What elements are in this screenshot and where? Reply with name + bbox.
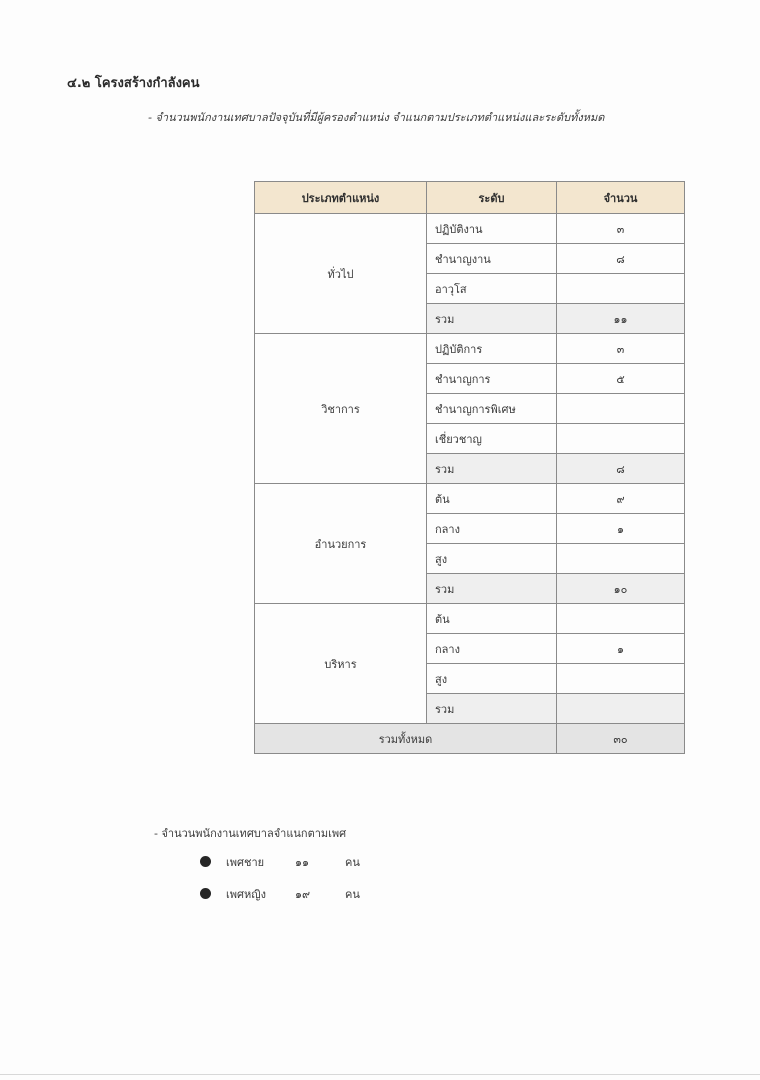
header-level: ระดับ <box>427 182 557 214</box>
level-cell: สูง <box>427 544 557 574</box>
level-cell: กลาง <box>427 514 557 544</box>
bullet-icon <box>200 856 211 867</box>
category-cell: บริหาร <box>255 604 427 724</box>
header-position-type: ประเภทตำแหน่ง <box>255 182 427 214</box>
grand-total-row <box>255 724 685 754</box>
count-cell <box>557 604 685 634</box>
table-header-row <box>255 182 685 214</box>
bullet-icon <box>200 888 211 899</box>
table-row <box>255 214 685 244</box>
grand-total-label: รวมทั้งหมด <box>255 724 557 754</box>
count-cell <box>557 274 685 304</box>
gender-unit: คน <box>345 888 360 901</box>
level-cell: กลาง <box>427 634 557 664</box>
count-cell: ๓ <box>557 334 685 364</box>
gender-section-title: - จำนวนพนักงานเทศบาลจำแนกตามเพศ <box>154 827 347 840</box>
gender-count: ๑๙ <box>295 888 311 901</box>
level-cell: ปฏิบัติงาน <box>427 214 557 244</box>
category-cell: อำนวยการ <box>255 484 427 604</box>
count-cell: ๙ <box>557 484 685 514</box>
grand-total-value: ๓๐ <box>557 724 685 754</box>
section-subline: - จำนวนพนักงานเทศบาลปัจจุบันที่มีผู้ครองตำแหน่ง จำแนกตามประเภทตำแหน่งและระดับทั้งหมด <box>148 111 605 124</box>
level-cell: ปฏิบัติการ <box>427 334 557 364</box>
count-cell <box>557 664 685 694</box>
level-cell: ชำนาญการพิเศษ <box>427 394 557 424</box>
gender-count: ๑๑ <box>295 856 309 869</box>
subtotal-value: ๑๑ <box>557 304 685 334</box>
category-cell: ทั่วไป <box>255 214 427 334</box>
staff-structure-table <box>254 181 685 754</box>
count-cell <box>557 544 685 574</box>
gender-label: เพศหญิง <box>226 888 266 901</box>
subtotal-value <box>557 694 685 724</box>
gender-unit: คน <box>345 856 360 869</box>
level-cell: ต้น <box>427 604 557 634</box>
level-cell: ต้น <box>427 484 557 514</box>
subtotal-label: รวม <box>427 304 557 334</box>
level-cell: ชำนาญงาน <box>427 244 557 274</box>
page-bottom-divider <box>0 1074 760 1075</box>
level-cell: เชี่ยวชาญ <box>427 424 557 454</box>
level-cell: สูง <box>427 664 557 694</box>
count-cell: ๕ <box>557 364 685 394</box>
count-cell: ๓ <box>557 214 685 244</box>
subtotal-value: ๘ <box>557 454 685 484</box>
table-row <box>255 334 685 364</box>
count-cell: ๑ <box>557 514 685 544</box>
gender-label: เพศชาย <box>226 856 265 869</box>
table-row <box>255 484 685 514</box>
count-cell <box>557 394 685 424</box>
subtotal-label: รวม <box>427 454 557 484</box>
level-cell: อาวุโส <box>427 274 557 304</box>
count-cell: ๑ <box>557 634 685 664</box>
subtotal-value: ๑๐ <box>557 574 685 604</box>
category-cell: วิชาการ <box>255 334 427 484</box>
count-cell: ๘ <box>557 244 685 274</box>
subtotal-label: รวม <box>427 694 557 724</box>
section-heading: ๔.๒ โครงสร้างกำลังคน <box>67 76 200 91</box>
subtotal-label: รวม <box>427 574 557 604</box>
level-cell: ชำนาญการ <box>427 364 557 394</box>
header-count: จำนวน <box>557 182 685 214</box>
table-row <box>255 604 685 634</box>
count-cell <box>557 424 685 454</box>
